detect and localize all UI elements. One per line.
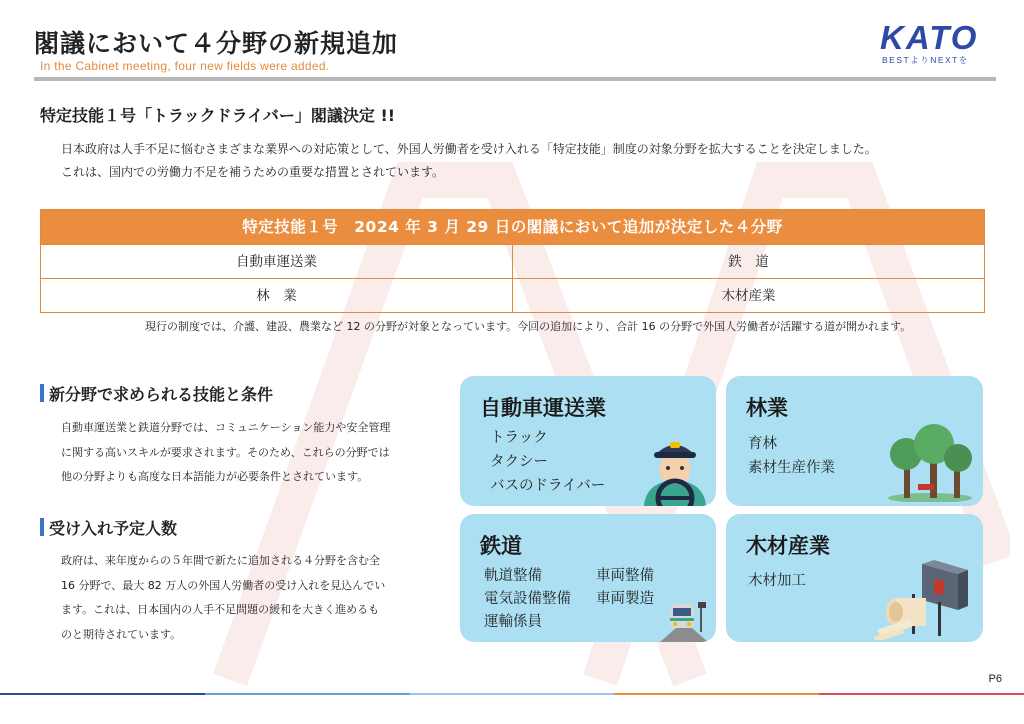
acceptance-line: ます。これは、日本国内の人手不足問題の緩和を大きく進めるも [61,603,380,616]
table-cell: 林 業 [41,278,512,312]
table-header: 特定技能１号 2024 年 3 月 29 日の閣議において追加が決定した４分野 [41,210,984,244]
card-item: 育林 [748,436,777,452]
card-forestry [726,376,983,506]
skills-line: 他の分野よりも高度な日本語能力が必要条件とされています。 [61,470,369,483]
card-lumber [726,514,983,642]
page-number: P6 [988,673,1002,685]
train-icon [656,598,712,642]
skills-line: 自動車運送業と鉄道分野では、コミュニケーション能力や安全管理 [61,421,391,434]
card-item: 木材加工 [748,573,806,589]
card-item: トラック [490,430,548,446]
logo-tagline: BESTよりNEXTを [882,55,969,65]
footer-color-bar [0,693,1024,695]
card-transport [460,376,716,506]
intro-text [61,138,991,184]
card-item: 素材生産作業 [748,460,835,476]
table-row [41,244,984,278]
card-item: 軌道整備 [484,568,542,584]
table-cell: 木材産業 [512,278,984,312]
trees-icon [884,422,976,502]
table-row [41,278,984,312]
page-subtitle: In the Cabinet meeting, four new fields were added. [40,59,330,73]
card-title: 鉄道 [480,534,522,558]
skills-line: に関する高いスキルが要求されます。そのため、これらの分野では [61,445,390,459]
acceptance-line: 16 分野で、最大 82 万人の外国人労働者の受け入れを見込んでい [61,578,386,592]
acceptance-heading: 受け入れ予定人数 [40,516,177,539]
page-title: 閣議において４分野の新規追加 [34,29,399,58]
card-title: 自動車運送業 [480,396,606,420]
acceptance-line: のと期待されています。 [61,627,182,641]
card-item: タクシー [490,454,548,470]
card-item: 車両整備 [596,568,654,584]
table-cell: 鉄 道 [512,244,984,278]
fields-table [40,209,985,313]
card-title: 木材産業 [746,534,830,558]
logo-wordmark: KATO [880,19,979,56]
kato-logo [880,19,998,68]
card-item: 車両製造 [596,591,654,607]
table-note: 現行の制度では、介護、建設、農業など 12 の分野が対象となっています。今回の追加により、合計 16 の分野で外国人労働者が活躍する道が開かれます。 [145,320,912,333]
skills-heading: 新分野で求められる技能と条件 [40,382,273,405]
section-heading: 特定技能１号「トラックドライバー」閣議決定 !! [40,106,396,125]
sawmill-icon [872,552,972,640]
card-item: 運輸係員 [484,614,542,630]
card-item: 電気設備整備 [484,591,571,607]
header-divider [34,77,996,81]
card-title: 林業 [746,396,788,420]
skills-text [61,416,436,490]
table-cell: 自動車運送業 [41,244,512,278]
card-railway [460,514,716,642]
acceptance-line: 政府は、来年度からの５年間で新たに追加される４分野を含む全 [61,554,380,567]
intro-line: 日本政府は人手不足に悩むさまざまな業界への対応策として、外国人労働者を受け入れる「特定技能」制度の対象分野を拡大することを決定しました。 [61,142,877,156]
intro-line: これは、国内での労働力不足を補うための重要な措置とされています。 [61,165,445,179]
acceptance-text [61,549,436,647]
card-item: バスのドライバー [490,478,606,494]
bus-driver-icon [636,426,714,506]
